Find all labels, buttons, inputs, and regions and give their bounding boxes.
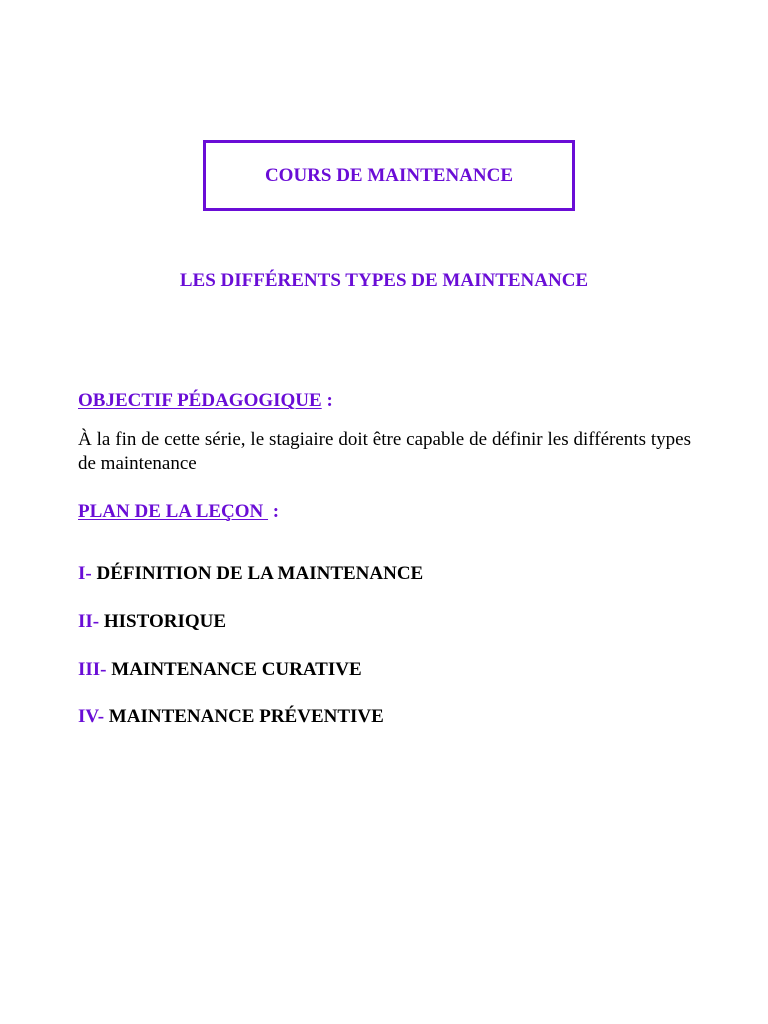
course-title: COURS DE MAINTENANCE [264,164,514,186]
document-subtitle: LES DIFFÉRENTS TYPES DE MAINTENANCE [179,270,589,291]
objective-heading [78,390,333,412]
plan-item-number: III- [78,659,107,680]
plan-heading-colon: : [268,501,280,522]
objective-heading-colon: : [321,390,333,411]
plan-item [78,563,423,585]
plan-item-number: IV- [78,706,105,727]
course-title-box [203,140,575,211]
plan-item-number: II- [78,611,100,632]
plan-heading-label: PLAN DE LA LEÇON [78,501,269,522]
plan-item [78,659,362,681]
plan-item-label: DÉFINITION DE LA MAINTENANCE [91,563,424,584]
plan-item-label: MAINTENANCE PRÉVENTIVE [104,706,384,727]
objective-paragraph: À la fin de cette série, le stagiaire doit être capable de définir les différents types de maintenance [78,429,691,474]
plan-heading [78,501,279,523]
plan-item-number: I- [78,563,92,584]
plan-item [78,706,384,728]
plan-item-label: HISTORIQUE [99,611,227,632]
objective-heading-label: OBJECTIF PÉDAGOGIQUE [78,390,322,411]
plan-item [78,611,226,633]
plan-item-label: MAINTENANCE CURATIVE [106,659,362,680]
